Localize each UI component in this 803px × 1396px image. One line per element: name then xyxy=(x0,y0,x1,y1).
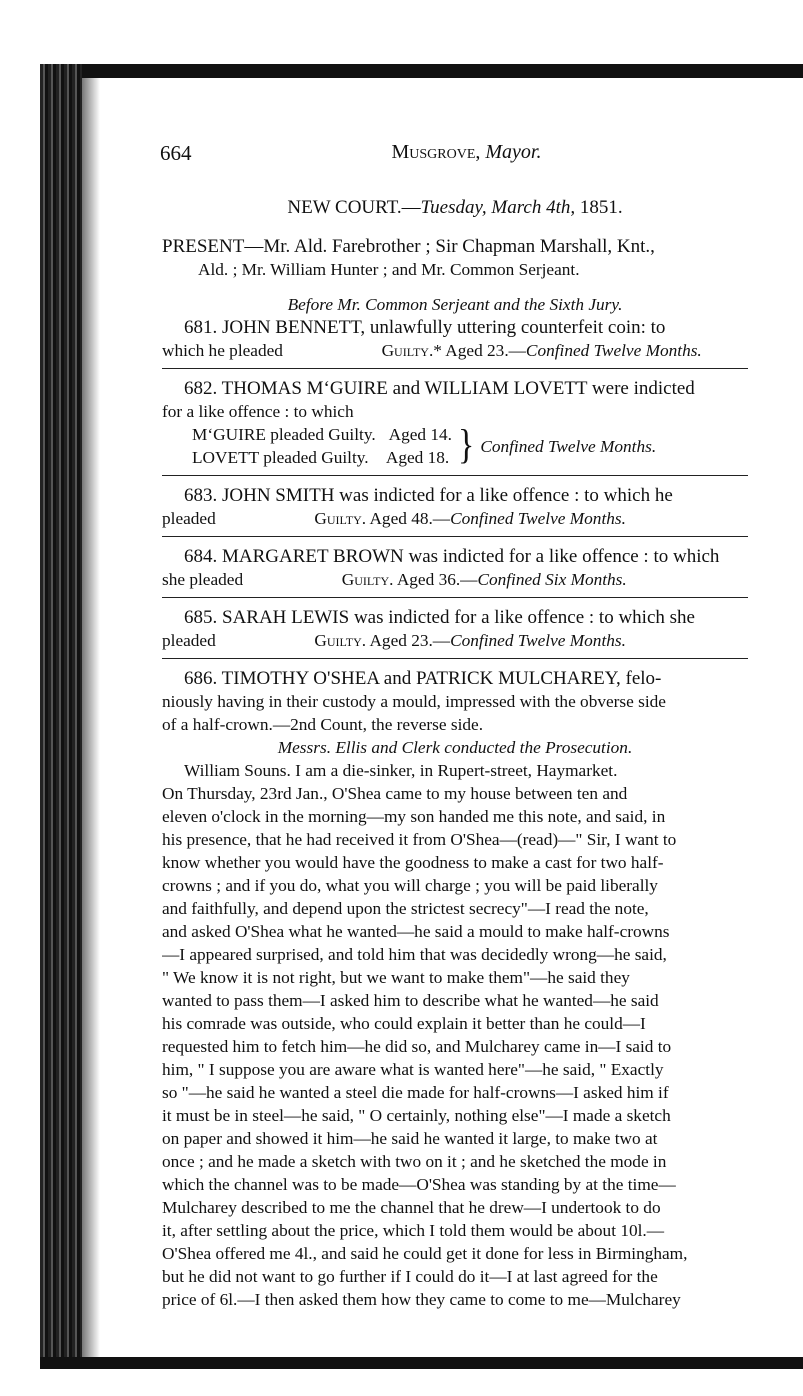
case-682 xyxy=(162,377,748,469)
case-683-plea: Guilty. xyxy=(314,509,367,528)
case-684-line-1: 684. MARGARET BROWN was indicted for a like offence : to which xyxy=(184,546,720,567)
case-divider xyxy=(162,368,748,369)
testimony-line: his presence, that he had received it from O'Shea—(read)—" Sir, I want to xyxy=(162,830,677,849)
testimony-line: and asked O'Shea what he wanted—he said a mould to make half-crowns xyxy=(162,922,670,941)
case-685-plea: Guilty. xyxy=(314,631,367,650)
court-heading xyxy=(162,196,748,219)
book-page xyxy=(100,78,803,1357)
present-line-2: Ald. ; Mr. William Hunter ; and Mr. Common Serjeant. xyxy=(198,260,580,279)
case-685-line-2 xyxy=(162,629,748,652)
page-number: 664 xyxy=(160,141,192,165)
case-681-sentence: Confined Twelve Months. xyxy=(525,341,702,360)
running-title-name: Musgrove, xyxy=(391,141,481,163)
running-title-role: Mayor. xyxy=(485,141,542,163)
case-683-sentence: Confined Twelve Months. xyxy=(450,509,626,528)
case-684-plea-intro: she pleaded xyxy=(162,570,244,589)
testimony-line: Mulcharey described to me the channel that he drew—I undertook to do xyxy=(162,1198,661,1217)
case-681-age: Aged 23.— xyxy=(445,341,526,360)
case-681 xyxy=(162,316,748,362)
testimony-line: " We know it is not right, but we want to make them"—he said they xyxy=(162,968,630,987)
case-682-line-2: for a like offence : to which xyxy=(162,402,354,421)
page-body xyxy=(162,196,748,1311)
case-divider xyxy=(162,536,748,537)
testimony-line: —I appeared surprised, and told him that was decidedly wrong—he said, xyxy=(162,945,667,964)
case-683-plea-intro: pleaded xyxy=(162,509,216,528)
testimony-line: him, " I suppose you are aware what is wanted here"—he said, " Exactly xyxy=(162,1060,664,1079)
testimony-line: but he did not want to go further if I could do it—I at last agreed for the xyxy=(162,1267,658,1286)
court-year: 1851. xyxy=(575,197,623,218)
testimony-line: it must be in steel—he said, " O certainly, nothing else"—I made a sketch xyxy=(162,1106,671,1125)
page-header xyxy=(160,141,773,171)
testimony-line: O'Shea offered me 4l., and said he could get it done for less in Birmingham, xyxy=(162,1244,688,1263)
testimony-line: eleven o'clock in the morning—my son handed me this note, and said, in xyxy=(162,807,666,826)
book-spine xyxy=(40,64,82,1369)
testimony-line: his comrade was outside, who could explain it better than he could—I xyxy=(162,1014,646,1033)
case-682-pleas xyxy=(192,423,748,469)
jury-line: Before Mr. Common Serjeant and the Sixth Jury. xyxy=(287,295,623,314)
case-682-defendant-2-plea: LOVETT pleaded Guilty. xyxy=(192,448,369,467)
gutter-shadow xyxy=(82,78,100,1357)
testimony-line: once ; and he made a sketch with two on it ; and he sketched the mode in xyxy=(162,1152,667,1171)
present-line-1: PRESENT—Mr. Ald. Farebrother ; Sir Chapman Marshall, Knt., xyxy=(162,236,655,257)
testimony-line: which the channel was to be made—O'Shea was standing by at the time— xyxy=(162,1175,676,1194)
case-683-line-2 xyxy=(162,507,748,530)
case-685-age: Aged 23.— xyxy=(369,631,451,650)
case-681-plea: Guilty.* xyxy=(381,341,442,360)
case-684-sentence: Confined Six Months. xyxy=(477,570,627,589)
testimony-line: wanted to pass them—I asked him to describe what he wanted—he said xyxy=(162,991,659,1010)
case-683-line-1: 683. JOHN SMITH was indicted for a like offence : to which he xyxy=(184,485,673,506)
testimony-line: crowns ; and if you do, what you will charge ; you will be paid liberally xyxy=(162,876,658,895)
case-682-defendant-1 xyxy=(192,423,452,446)
testimony-line: and faithfully, and depend upon the strictest secrecy"—I read the note, xyxy=(162,899,649,918)
case-681-line-2 xyxy=(162,339,748,362)
case-682-defendant-2-age: Aged 18. xyxy=(385,448,450,467)
testimony-line: price of 6l.—I then asked them how they came to come to me—Mulcharey xyxy=(162,1290,681,1309)
prosecution-line: Messrs. Ellis and Clerk conducted the Prosecution. xyxy=(277,738,633,757)
testimony-line: know whether you would have the goodness to make a cast for two half- xyxy=(162,853,664,872)
case-683-age: Aged 48.— xyxy=(369,509,451,528)
case-686-line-1: 686. TIMOTHY O'SHEA and PATRICK MULCHAREY, felo- xyxy=(184,668,662,689)
testimony-line: William Souns. I am a die-sinker, in Rupert-street, Haymarket. xyxy=(184,761,618,780)
case-divider xyxy=(162,475,748,476)
case-684 xyxy=(162,545,748,591)
case-685-plea-intro: pleaded xyxy=(162,631,216,650)
case-682-defendant-1-age: Aged 14. xyxy=(388,425,452,444)
case-682-defendant-1-plea: M‘GUIRE pleaded Guilty. xyxy=(192,425,376,444)
case-681-line-1: 681. JOHN BENNETT, unlawfully uttering counterfeit coin: to xyxy=(184,317,666,338)
case-684-plea: Guilty. xyxy=(341,570,394,589)
brace-glyph: } xyxy=(457,423,475,468)
case-682-defendant-2 xyxy=(192,446,452,469)
testimony xyxy=(162,759,748,1311)
case-681-plea-intro: which he pleaded xyxy=(162,341,283,360)
page-bottom-edge xyxy=(40,1357,803,1369)
case-686-line-2: niously having in their custody a mould, impressed with the obverse side xyxy=(162,692,666,711)
case-683 xyxy=(162,484,748,530)
case-divider xyxy=(162,658,748,659)
running-title xyxy=(160,141,773,164)
testimony-line: on paper and showed it him—he said he wanted it large, to make two at xyxy=(162,1129,658,1148)
court-date: Tuesday, March 4th, xyxy=(420,197,576,218)
page-top-edge xyxy=(40,64,803,78)
case-682-defendants xyxy=(192,423,452,469)
testimony-line: it, after settling about the price, which I told them would be about 10l.— xyxy=(162,1221,665,1240)
case-686-line-3: of a half-crown.—2nd Count, the reverse side. xyxy=(162,715,484,734)
testimony-line: so "—he said he wanted a steel die made for half-crowns—I asked him if xyxy=(162,1083,669,1102)
case-682-line-1: 682. THOMAS M‘GUIRE and WILLIAM LOVETT were indicted xyxy=(184,378,695,399)
case-682-sentence: Confined Twelve Months. xyxy=(480,436,657,456)
case-685 xyxy=(162,606,748,652)
testimony-line: On Thursday, 23rd Jan., O'Shea came to my house between ten and xyxy=(162,784,628,803)
case-686 xyxy=(162,667,748,759)
case-684-age: Aged 36.— xyxy=(396,570,478,589)
testimony-line: requested him to fetch him—he did so, and Mulcharey came in—I said to xyxy=(162,1037,672,1056)
case-685-sentence: Confined Twelve Months. xyxy=(450,631,626,650)
court-heading-label: NEW COURT.— xyxy=(287,197,421,218)
case-685-line-1: 685. SARAH LEWIS was indicted for a like offence : to which she xyxy=(184,607,695,628)
case-divider xyxy=(162,597,748,598)
case-684-line-2 xyxy=(162,568,748,591)
